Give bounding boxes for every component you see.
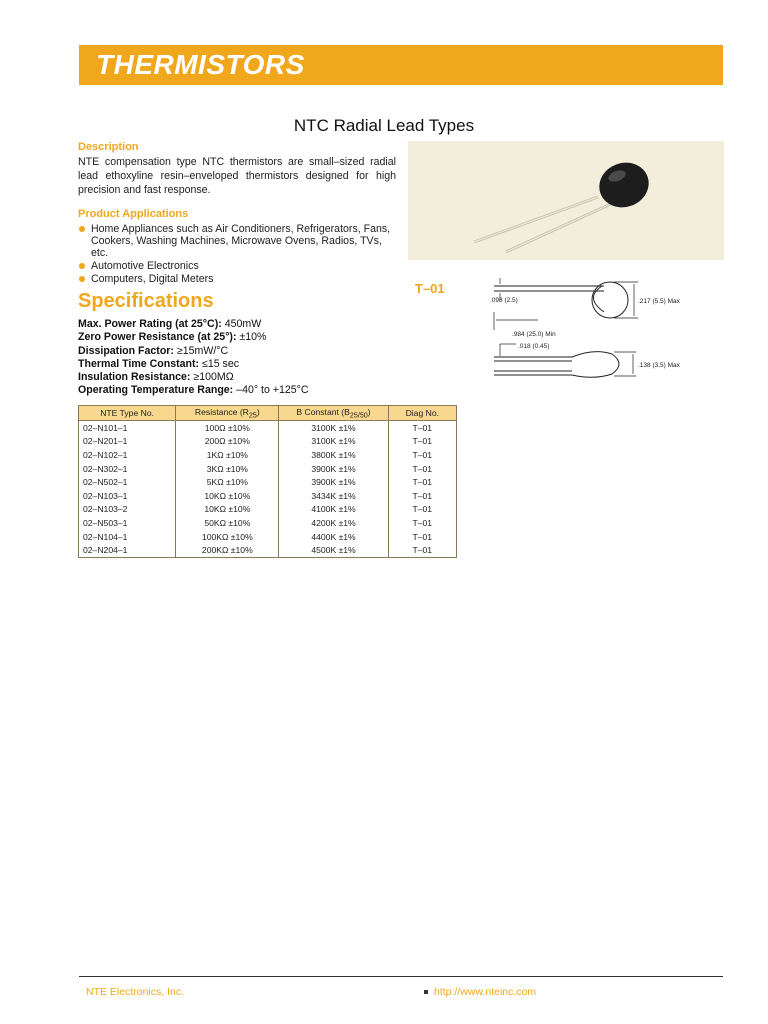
cell-b-constant: 3900K ±1% [279, 475, 388, 489]
applications-heading: Product Applications [78, 208, 189, 220]
cell-diag-no: T–01 [388, 475, 456, 489]
cell-type-no: 02–N101–1 [79, 421, 176, 435]
cell-type-no: 02–N302–1 [79, 462, 176, 476]
table-row [79, 462, 457, 476]
table-row [79, 543, 457, 557]
table-row [79, 475, 457, 489]
table-row [79, 435, 457, 449]
cell-b-constant: 3100K ±1% [279, 435, 388, 449]
spec-line: Max. Power Rating (at 25°C): 450mW [78, 318, 262, 330]
cell-resistance: 10KΩ ±10% [176, 489, 279, 503]
footer-company: NTE Electronics, Inc. [86, 986, 185, 998]
cell-type-no: 02–N103–1 [79, 489, 176, 503]
spec-line: Insulation Resistance: ≥100MΩ [78, 371, 234, 384]
spec-line: Thermal Time Constant: ≤15 sec [78, 357, 240, 370]
cell-resistance: 50KΩ ±10% [176, 516, 279, 530]
table-row [79, 448, 457, 462]
cell-b-constant: 3900K ±1% [279, 462, 388, 476]
product-photo [408, 141, 724, 260]
cell-resistance: 3KΩ ±10% [176, 462, 279, 476]
bullet-icon [79, 276, 85, 282]
list-item: Computers, Digital Meters [78, 273, 398, 285]
cell-type-no: 02–N502–1 [79, 475, 176, 489]
dim-lead-spacing: .098 (2.5) [490, 297, 518, 304]
spec-line: Dissipation Factor: ≥15mW/°C [78, 344, 229, 357]
table-row [79, 503, 457, 517]
cell-b-constant: 4500K ±1% [279, 543, 388, 557]
cell-type-no: 02–N103–2 [79, 503, 176, 517]
applications-list [78, 223, 398, 286]
cell-resistance: 100KΩ ±10% [176, 530, 279, 544]
cell-diag-no: T–01 [388, 462, 456, 476]
list-item: Automotive Electronics [78, 260, 398, 272]
cell-resistance: 1KΩ ±10% [176, 448, 279, 462]
description-heading: Description [78, 141, 139, 153]
dim-lead-length: .984 (25.0) Min [512, 331, 556, 338]
cell-diag-no: T–01 [388, 421, 456, 435]
cell-diag-no: T–01 [388, 435, 456, 449]
page-subtitle: NTC Radial Lead Types [293, 116, 475, 135]
cell-b-constant: 4400K ±1% [279, 530, 388, 544]
cell-diag-no: T–01 [388, 503, 456, 517]
thermistor-photo-icon [408, 141, 724, 260]
col-resistance: Resistance $(R_{25})$ [176, 406, 279, 421]
cell-resistance: 200KΩ ±10% [176, 543, 279, 557]
cell-resistance: 5KΩ ±10% [176, 475, 279, 489]
cell-diag-no: T–01 [388, 448, 456, 462]
cell-b-constant: 3100K ±1% [279, 421, 388, 435]
dim-body-thickness: .138 (3.5) Max [638, 362, 680, 369]
cell-type-no: 02–N503–1 [79, 516, 176, 530]
spec-line: Operating Temperature Range: –40° to +125°C [78, 384, 309, 397]
table-row [79, 489, 457, 503]
spec-lines [78, 318, 309, 398]
footer-url[interactable]: http://www.nteinc.com [424, 986, 536, 998]
diagram-label: T–01 [415, 281, 445, 296]
footer-rule [79, 976, 723, 977]
cell-resistance: 100Ω ±10% [176, 421, 279, 435]
cell-b-constant: 3434K ±1% [279, 489, 388, 503]
list-item: Home Appliances such as Air Conditioners, Refrigerators, Fans, Cookers, Washing Machines, Microwave Ovens, Radios, TVs, etc. [78, 223, 398, 259]
dimension-diagram [486, 270, 722, 382]
cell-b-constant: 3800K ±1% [279, 448, 388, 462]
cell-diag-no: T–01 [388, 489, 456, 503]
cell-type-no: 02–N104–1 [79, 530, 176, 544]
square-bullet-icon [424, 990, 428, 994]
specifications-heading: Specifications [78, 290, 214, 312]
table-row [79, 516, 457, 530]
table-row [79, 530, 457, 544]
cell-resistance: 200Ω ±10% [176, 435, 279, 449]
cell-diag-no: T–01 [388, 543, 456, 557]
cell-b-constant: 4100K ±1% [279, 503, 388, 517]
cell-resistance: 10KΩ ±10% [176, 503, 279, 517]
bullet-icon [79, 226, 85, 232]
cell-type-no: 02–N204–1 [79, 543, 176, 557]
cell-type-no: 02–N201–1 [79, 435, 176, 449]
description-text: NTE compensation type NTC thermistors are small–sized radial lead ethoxyline resin–enveloped thermistors designed for high precision and fast response. [78, 156, 396, 196]
col-diag-no: Diag No. [388, 406, 456, 421]
table-header-row [79, 406, 457, 421]
spec-line: Zero Power Resistance (at 25°): ±10% [78, 331, 267, 344]
col-b-constant: B Constant $(B_{25/50})$ [279, 406, 388, 421]
cell-b-constant: 4200K ±1% [279, 516, 388, 530]
col-type-no: NTE Type No. [79, 406, 176, 421]
cell-diag-no: T–01 [388, 516, 456, 530]
dim-body-width: .217 (5.5) Max [638, 298, 680, 305]
header-title: THERMISTORS [96, 49, 305, 80]
specifications-table [78, 405, 457, 558]
cell-type-no: 02–N102–1 [79, 448, 176, 462]
bullet-icon [79, 263, 85, 269]
cell-diag-no: T–01 [388, 530, 456, 544]
table-row [79, 421, 457, 435]
dim-lead-dia: .018 (0.45) [518, 343, 550, 350]
